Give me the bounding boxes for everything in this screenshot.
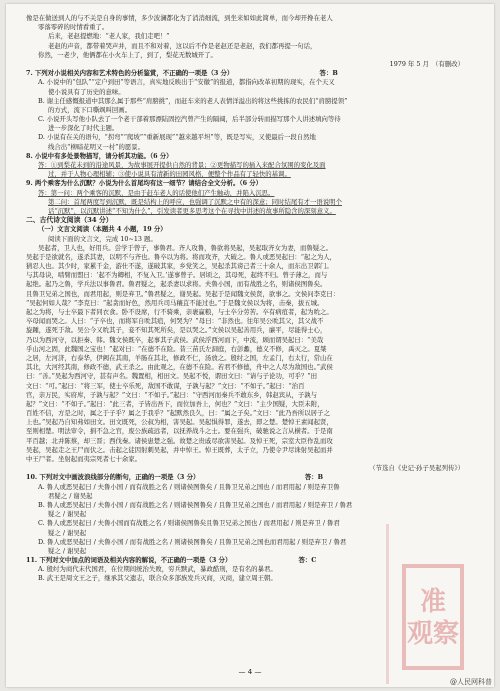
text-line: C. 鲁人或恶吴起曰 / 夫鲁小国而有战胜之名 / 则诸侯图鲁矣且鲁卫兄弟之国也 / 而君用起 / 则是弃卫 / 鲁君: [38, 519, 340, 528]
text-line: 1979 年 5 月 （有删改）: [389, 59, 464, 68]
text-line: 卒母闻而哭之。人曰：“子卒也，而将军自吮其疽，何哭为？”母曰：“非然也。往年吴公吮其父，其父战不: [26, 317, 324, 326]
watermark-char: 准: [419, 587, 446, 617]
text-line: 曰：“善。”吴起为西河守，甚有声名。魏置相，相田文。吴起不悦，谓田文曰：“请与子论功，可乎？”田: [26, 372, 318, 381]
text-line: 之居，左河济，右泰华，伊阙在其南，羊肠在其北，修政不仁，汤放之。殷纣之国，左孟门，右太行，常山在: [26, 353, 333, 362]
text-line: 上也。”吴起乃自知弗如田文。田文既死，公叔为相，害吴起。吴起惧得罪，遂去，即之楚。楚悼王素闻起贤，: [26, 418, 333, 427]
text-line: 至则相楚。明法审令，捐不急之官，废公族疏远者，以抚养战斗之士。要在强兵，破驰说之言从横者。于是南: [26, 427, 333, 436]
text-line: 你然，一老少，他俩都在小火车上了，到了，梨花无数城开了。: [38, 50, 217, 59]
text-line: 第二问：首尾两度写到沉默，既是结构上的呼应，也强调了沉默之中有的深意；同时结尾有才一语说明个: [48, 197, 342, 206]
text-line: B. 武王是周文王之子，继承其父遗志，联合众多部族发兵灭商，灭商，建立周王朝。: [38, 574, 277, 583]
text-line: 答：第一问：两个乘客的沉默，是由于赶车老人的话使他们产生触动，并陷入沉思。: [38, 188, 275, 197]
text-line: “吴起何如人哉？”李克曰：“起贪而好色，然用兵司马穰苴不能过也。”于是魏文侯以为将，击秦，拔五城。: [26, 298, 324, 307]
text-line: 话“沉默”，以沉默讲述“不知为什么”，引发读者更多思考这个在寻找中讲述的故事所隐含的深刻意义。: [48, 206, 336, 215]
text-line: D. 鲁人或恶吴起曰 / 夫鲁小国 / 而有战胜之名 / 则诸侯图鲁矣 / 且鲁卫兄弟之国也而君用起 / 则是弃卫 / 鲁君: [38, 537, 347, 546]
text-line: A. 小说中的“包队”“定户到田”等语言，真实地反映出于“安徽”的报道，都指向改革初期的现实，在个天又: [38, 78, 335, 87]
text-line: 疑之 / 谢吴起: [48, 510, 87, 519]
text-line: B. 鲁人或恶吴起曰 / 夫鲁小国 / 而有战胜之名 / 则诸侯图鲁矣 / 且鲁卫兄弟之国也 / 而君用起 / 则是弃卫 / 鲁君: [38, 500, 353, 509]
text-line: 吴起者，卫人也，好用兵。尝学于曾子，事鲁君。齐人攻鲁，鲁欲将吴起，吴起取齐女为妻，而鲁疑之。: [38, 243, 332, 252]
text-line: 零落零碎的时情看重了。: [38, 23, 109, 32]
text-line: 阅读下面的文言文，完成 10~13 题。: [48, 234, 157, 243]
text-line: 乎山河之固，此魏国之宝也！”起对曰：“在德不在险。昔三苗氏左洞庭，右彭蠡，德义不修，禹灭之。夏桀: [26, 344, 327, 353]
text-line: 使小说具有了历史的意味。: [48, 87, 125, 96]
text-line: 百姓不信，方是之时，属之于子乎？属之于我乎？”起默然良久，曰：“属之子矣。”文曰：“此乃吾所以居子之: [26, 409, 330, 418]
image-credit: @人民网科普: [450, 678, 492, 686]
text-line: 其北，大河经其南，修政不德，武王杀之。由此观之，在德不在险。若君不修德，舟中之人尽为敌国也。”武侯: [26, 363, 333, 372]
watermark-stamp: [402, 564, 464, 670]
text-line: 官，亲万民，实府库，子孰与起？”文曰：“不如子。”起曰：“守西河而秦兵不敢东乡，韩赵宾从，子孰与: [26, 390, 318, 399]
text-line: B. 谢主任感慨报道中其那么属于那些“肩膀挑”，而赶车来的老人表情洋溢出的将这些挑拣的农民们“肩膀提领”: [38, 96, 348, 105]
text-line: 吴起于是欲就名，遂杀其妻，以明不与齐也。鲁卒以为将。将而攻齐，大破之。鲁人或恶吴起曰：“起之为人，: [26, 252, 337, 261]
text-line: C. 小说开头写他小队去了一个老干部着那漂陆固控汽曾产生的隔阔，后半部分转而描写那个人讲述填向等待: [38, 115, 341, 124]
text-line: 8. 小说中有多处景物描写，请分析其功能。（6 分）: [26, 151, 173, 160]
text-line: 老赵的声音，都带着哭声并，而且不和对着，这以后不作是老赵还是老赵，我们都再提一句话，: [48, 41, 317, 50]
text-line: 且鲁卫兄弟之国也，而君用起，则是弃卫。”鲁君疑之，谢吴起。吴起于是闻魏文侯贤，欲事之。文侯问李克曰：: [26, 289, 340, 298]
text-line: 与其母诀，啮臂而盟曰：‘起不为卿相，不复入卫。’遂事曾子。居顷之，其母死，起终不归。曾子薄之，而与: [26, 271, 328, 280]
text-line: 君疑之 / 谢吴起: [48, 491, 93, 500]
text-line: 9. 两个乘客为什么沉默？小说为什么首尾均有这一细节？请结合全文分析。（6 分）: [26, 179, 263, 188]
text-line: 疑之 / 谢吴起: [48, 528, 87, 537]
text-line: 猜忍人也。其少时，家累千金，游仕不遂，遂破其家，乡党笑之，吴起杀其谤己者三十余人，而东出卫郭门。: [26, 262, 333, 271]
watermark-char: 观察: [406, 619, 459, 649]
text-line: 文曰：“可。”起曰：“将三军，使士卒乐死，敌国不敢谋，子孰与起？”文曰：“不如子。”起曰：“治百: [26, 381, 305, 390]
page-content: [26, 14, 482, 584]
text-line: 答：①到梨花未到的沿途风景，为故事展开提供自然的背景；②更物描写的插入来配合氛围的变化及面: [38, 161, 326, 169]
text-line: A. 鲁人或恶吴起曰 / 夫鲁小国 / 而有战胜之名 / 则诸侯图鲁矣 / 且鲁卫兄弟之国也 / 而君用起 / 则是弃卫鲁: [38, 482, 340, 491]
text-line: 疑之 / 谢吴起: [48, 546, 87, 555]
text-line: 后来，老赵提燃地：“老人家，我们走吧！”: [48, 32, 170, 41]
text-line: 像是在做送到人的与不关是自身的事情，多少波澜都化为了消消细流，到坐来如如此简单，而今却开搀在老人: [26, 14, 333, 22]
page-number: — 4 —: [238, 668, 262, 676]
exam-page: [6, 4, 494, 687]
text-line: 7. 下列对小说相关内容和艺术特色的分析鉴赏，不正确的一项是（3 分） 答：B: [26, 69, 338, 78]
text-line: 平百越；北并陈蔡，却三晋；西伐秦。诸侯患楚之强。故楚之贵戚尽欲害吴起。及悼王死，宗室大臣作乱而攻: [26, 436, 333, 445]
text-line: 二、古代诗文阅读（34 分）: [26, 216, 113, 225]
text-line: 起？”文曰：“不如子。”起曰：“此三者，子皆出吾下，而位加吾上，何也？”文曰：“主少国疑，大臣未附，: [26, 399, 324, 408]
text-line: （一）文言文阅读（本题共 4 小题，19 分）: [38, 225, 167, 234]
text-line: D. 小说有在关的语句，“拐弯”“爬坡”“重新展现”“越来越平坦”等，既是写实，又使最后一段自然地: [38, 133, 316, 142]
text-line: 起之为将，与士卒最下者同衣食。卧不设席，行不骑乘，亲裹赢粮，与士卒分劳苦。卒有病疽者，起为吮之。: [26, 308, 333, 316]
text-line: A. 殷纣为商代末代国君，在位期间统治失败，穷兵黩武，暴政酷刑，是有名的暴君。: [38, 565, 277, 574]
text-line: 过，并于人物心理相辅；③使小说具有清新的田园风格，便整个作品有了轻快的基调。: [48, 170, 291, 179]
text-line: 起绝。起乃之鲁，学兵法以事鲁君。鲁君疑之，起杀妻以求将。夫鲁小国，而有战胜之名，则诸侯图鲁矣。: [26, 280, 327, 289]
text-line: 10. 下列对文中画波浪线部分的断句，正确的一项是（3 分） 答：B: [26, 473, 324, 482]
text-line: 的方式，流下口嘶飒叫回画。: [48, 105, 132, 114]
text-line: 乃以为西河守，以拒秦、韩。魏文侯既卒，起事其子武侯。武侯浮西河而下，中流，顾而谓吴起曰：“美哉: [26, 335, 324, 344]
text-line: 线合出“柳暗花明又一村”的愿景。: [48, 142, 145, 151]
text-line: （节选自《史记·孙子吴起列传》）: [369, 464, 464, 473]
text-line: 旋踵，遂死于敌。吴公今又吮其子，妾不知其死所矣，是以哭之。”文侯以吴起善用兵，廉平，尽能得士心，: [26, 326, 327, 335]
text-line: 中王尸者。坐射起而夷宗死者七十余家。: [26, 455, 142, 463]
text-line: 11. 下列对文中加点的词语及相关内容的解说，不正确的一项是（3 分） 答：C: [26, 556, 317, 565]
text-line: 进一步深化了时代主题。: [48, 124, 119, 133]
text-line: 吴起，吴起走之王尸而伏之。击起之徒因射刺吴起，并中悼王。悼王既葬，太子立，乃使令尹尽诛射吴起而并: [26, 445, 333, 454]
